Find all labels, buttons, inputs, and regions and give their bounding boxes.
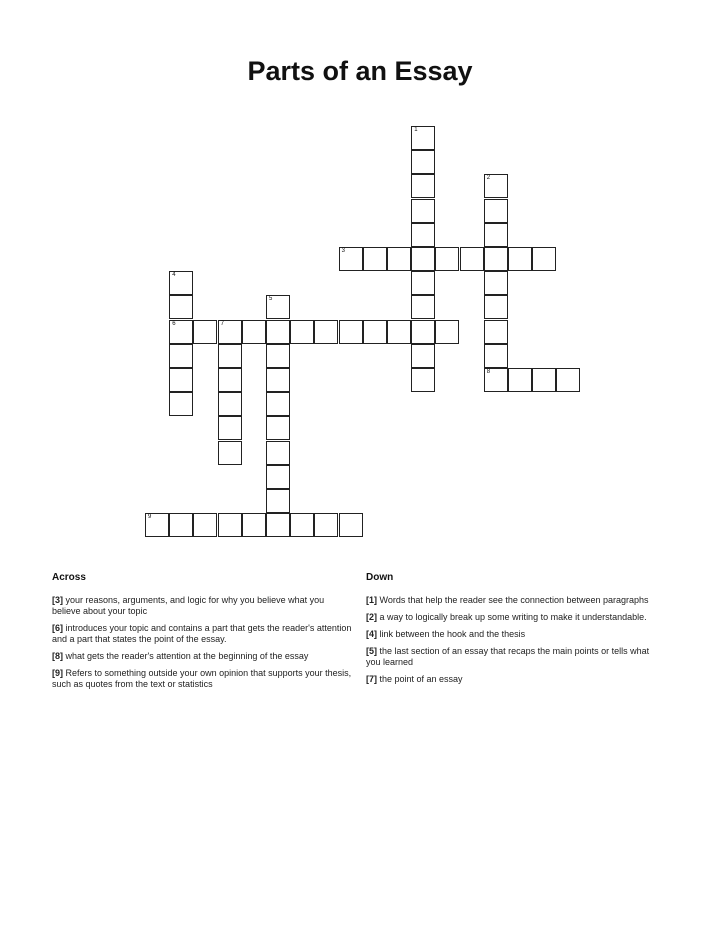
- crossword-cell[interactable]: [411, 247, 435, 271]
- crossword-cell[interactable]: [411, 223, 435, 247]
- clue-text: the last section of an essay that recaps the main points or tells what you learned: [366, 646, 650, 667]
- down-heading: Down: [366, 572, 394, 583]
- crossword-cell[interactable]: [218, 320, 242, 344]
- crossword-cell[interactable]: [387, 320, 411, 344]
- cell-number: 6: [172, 320, 176, 327]
- across-clues: [52, 572, 352, 696]
- clue-number: [7]: [366, 674, 377, 684]
- clue-text: introduces your topic and contains a part that gets the reader's attention and a part that states the point of the essay.: [52, 623, 352, 644]
- crossword-cell[interactable]: [169, 513, 193, 537]
- crossword-cell[interactable]: [411, 150, 435, 174]
- crossword-cell[interactable]: [266, 295, 290, 319]
- cell-number: 5: [269, 296, 273, 303]
- clue-number: [6]: [52, 623, 63, 633]
- clue-number: [5]: [366, 646, 377, 656]
- crossword-cell[interactable]: [266, 489, 290, 513]
- crossword-cell[interactable]: [556, 368, 580, 392]
- cell-number: 4: [172, 272, 176, 279]
- crossword-cell[interactable]: [484, 320, 508, 344]
- crossword-cell[interactable]: [339, 320, 363, 344]
- crossword-cell[interactable]: [242, 320, 266, 344]
- clue-item: [52, 623, 352, 645]
- clue-text: what gets the reader's attention at the beginning of the essay: [63, 651, 309, 661]
- crossword-cell[interactable]: [193, 513, 217, 537]
- clue-item: [366, 646, 666, 668]
- crossword-cell[interactable]: [435, 247, 459, 271]
- crossword-cell[interactable]: [193, 320, 217, 344]
- crossword-cell[interactable]: [218, 416, 242, 440]
- crossword-cell[interactable]: [169, 392, 193, 416]
- crossword-cell[interactable]: [266, 344, 290, 368]
- clue-number: [4]: [366, 629, 377, 639]
- crossword-cell[interactable]: [484, 295, 508, 319]
- clue-item: [52, 668, 352, 690]
- cell-number: 2: [486, 175, 491, 182]
- crossword-cell[interactable]: [266, 513, 290, 537]
- crossword-cell[interactable]: [411, 344, 435, 368]
- crossword-cell[interactable]: [314, 320, 338, 344]
- crossword-cell[interactable]: [339, 513, 363, 537]
- crossword-cell[interactable]: [411, 295, 435, 319]
- clue-text: Words that help the reader see the connection between paragraphs: [377, 595, 649, 605]
- clue-item: [366, 595, 666, 606]
- crossword-cell[interactable]: [411, 271, 435, 295]
- crossword-cell[interactable]: [460, 247, 484, 271]
- crossword-cell[interactable]: [290, 320, 314, 344]
- crossword-cell[interactable]: [266, 416, 290, 440]
- crossword-cell[interactable]: [218, 513, 242, 537]
- crossword-cell[interactable]: [484, 174, 508, 198]
- crossword-cell[interactable]: [314, 513, 338, 537]
- cell-number: 3: [341, 248, 345, 254]
- crossword-cell[interactable]: [145, 513, 169, 537]
- crossword-cell[interactable]: [484, 223, 508, 247]
- crossword-cell[interactable]: [169, 320, 193, 344]
- crossword-cell[interactable]: [266, 368, 290, 392]
- crossword-cell[interactable]: [242, 513, 266, 537]
- cell-number: 8: [486, 369, 491, 375]
- crossword-cell[interactable]: [484, 247, 508, 271]
- crossword-cell[interactable]: [339, 247, 363, 271]
- crossword-cell[interactable]: [484, 368, 508, 392]
- across-heading: Across: [52, 572, 86, 583]
- crossword-cell[interactable]: [508, 247, 532, 271]
- clue-number: [9]: [52, 668, 63, 678]
- crossword-cell[interactable]: [169, 271, 193, 295]
- clue-item: [366, 612, 666, 623]
- down-clues: [366, 572, 666, 691]
- crossword-cell[interactable]: [484, 199, 508, 223]
- crossword-cell[interactable]: [218, 392, 242, 416]
- page-title: Parts of an Essay: [247, 56, 473, 86]
- clue-text: link between the hook and the thesis: [377, 629, 526, 639]
- crossword-cell[interactable]: [411, 368, 435, 392]
- crossword-cell[interactable]: [266, 320, 290, 344]
- clue-item: [366, 674, 666, 685]
- clue-text: Refers to something outside your own opinion that supports your thesis, such as quotes from the text or statistics: [52, 668, 352, 689]
- crossword-cell[interactable]: [363, 320, 387, 344]
- crossword-cell[interactable]: [363, 247, 387, 271]
- crossword-cell[interactable]: [532, 368, 556, 392]
- cell-number: 9: [148, 514, 152, 521]
- crossword-cell[interactable]: [266, 441, 290, 465]
- crossword-cell[interactable]: [169, 344, 193, 368]
- crossword-cell[interactable]: [266, 392, 290, 416]
- clue-text: your reasons, arguments, and logic for why you believe what you believe about your topic: [52, 595, 325, 616]
- crossword-cell[interactable]: [290, 513, 314, 537]
- crossword-cell[interactable]: [218, 368, 242, 392]
- crossword-cell[interactable]: [508, 368, 532, 392]
- crossword-cell[interactable]: [411, 174, 435, 198]
- crossword-cell[interactable]: [218, 344, 242, 368]
- clue-text: the point of an essay: [377, 674, 463, 684]
- crossword-cell[interactable]: [218, 441, 242, 465]
- clue-item: [366, 629, 666, 640]
- crossword-cell[interactable]: [532, 247, 556, 271]
- crossword-cell[interactable]: [484, 344, 508, 368]
- clue-text: a way to logically break up some writing to make it understandable.: [377, 612, 647, 622]
- clue-item: [52, 595, 352, 617]
- clue-number: [1]: [366, 595, 377, 605]
- crossword-cell[interactable]: [169, 368, 193, 392]
- crossword-cell[interactable]: [387, 247, 411, 271]
- crossword-cell[interactable]: [411, 126, 435, 150]
- cell-number: 7: [220, 320, 224, 327]
- clue-number: [2]: [366, 612, 377, 622]
- crossword-cell[interactable]: [411, 199, 435, 223]
- crossword-cell[interactable]: [484, 271, 508, 295]
- crossword-cell[interactable]: [435, 320, 459, 344]
- crossword-cell[interactable]: [411, 320, 435, 344]
- crossword-cell[interactable]: [169, 295, 193, 319]
- clue-number: [3]: [52, 595, 63, 605]
- clue-item: [52, 651, 352, 662]
- crossword-cell[interactable]: [266, 465, 290, 489]
- clue-number: [8]: [52, 651, 63, 661]
- cell-number: 1: [414, 127, 418, 133]
